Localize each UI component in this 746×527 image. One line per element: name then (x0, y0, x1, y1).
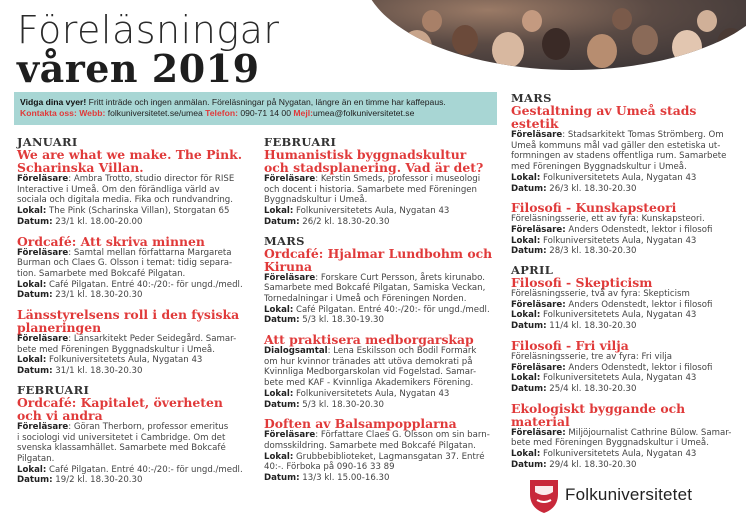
detail-value: 19/2 kl. 18.30-20.30 (52, 475, 143, 486)
detail-value: The Pink (Scharinska Villan), Storgatan 65 (46, 206, 230, 217)
event-item (264, 333, 494, 410)
detail-value: : Författare Claes G. Olsson om sin barn- (315, 430, 490, 441)
detail-value: : Göran Therborn, professor emeritus (68, 421, 229, 432)
banner-headline: Vidga dina vyer! (20, 97, 87, 107)
detail-label: Datum: (264, 399, 300, 410)
event-details (17, 174, 247, 228)
event-detail-line (511, 184, 736, 195)
event-detail-line (17, 185, 247, 196)
event-detail-line (511, 438, 736, 449)
detail-value: Folkuniversitetets Aula, Nygatan 43 (540, 373, 697, 384)
event-detail-line (264, 206, 494, 217)
detail-value: tion. Samarbete med Bokcafé Pilgatan. (17, 268, 186, 279)
event-detail-line (264, 367, 494, 378)
month-heading: FEBRUARI (264, 135, 337, 149)
detail-label: Lokal: (264, 304, 294, 315)
event-detail-line (511, 151, 736, 162)
event-title: Ordcafé: Att skriva minnen (17, 233, 205, 249)
detail-value: bete med KAF - Kvinnliga Akademikers Förening. (264, 378, 474, 389)
event-detail-line (17, 355, 247, 366)
event-details (511, 214, 736, 257)
detail-label: Föreläsare (17, 247, 69, 258)
detail-value: 5/3 kl. 18.30-20.30 (299, 399, 384, 410)
event-detail-line (511, 173, 736, 184)
logo-name: Folkuniversitetet (565, 485, 693, 504)
email-link[interactable]: umea@folkuniversitetet.se (312, 108, 415, 118)
detail-label: Lokal: (511, 172, 541, 183)
detail-label: Datum: (17, 216, 53, 227)
event-detail-line (511, 428, 736, 439)
detail-value: : Kerstin Smeds, professor i museologi (315, 174, 481, 184)
detail-value: Grubbebiblioteket, Lagmansgatan 37. Entré (293, 451, 485, 462)
shield-logo-icon (527, 476, 561, 514)
event-detail-line (264, 378, 494, 389)
column-3 (511, 88, 736, 477)
detail-value: 23/1 kl. 18.30-20.30 (52, 290, 143, 301)
detail-value: Folkuniversitetets Aula, Nygatan 43 (46, 355, 203, 366)
event-title: Filosofi - Skepticism (511, 275, 653, 291)
event-detail-line (264, 273, 494, 284)
detail-label: Lokal: (264, 206, 294, 217)
detail-label: Föreläsare: (511, 224, 566, 235)
detail-label: Lokal: (511, 235, 541, 246)
event-detail-line (17, 366, 247, 377)
detail-label: Föreläsare (17, 334, 69, 345)
event-detail-line (511, 384, 736, 395)
event-detail-line (264, 283, 494, 294)
event-detail-line (17, 433, 247, 444)
event-detail-line (264, 294, 494, 305)
event-details (264, 174, 494, 228)
event-details (264, 346, 494, 410)
detail-label: Lokal: (264, 451, 294, 462)
event-title: We are what we make. The Pink. Scharinska Villan. (17, 147, 243, 175)
event-item (17, 308, 247, 377)
event-detail-line (264, 473, 494, 484)
event-detail-line (264, 185, 494, 196)
event-item (264, 148, 494, 228)
event-detail-line (511, 141, 736, 152)
detail-label: Lokal: (511, 373, 541, 384)
folkuniversitetet-logo (527, 476, 692, 514)
event-detail-line (511, 246, 736, 257)
event-detail-line (17, 475, 247, 486)
event-details (511, 130, 736, 194)
detail-value: om hur kvinnor tränades att utöva demokrati på (264, 356, 473, 367)
event-item (264, 417, 494, 484)
detail-value: Café Pilgatan. Entré 40:-/20:- för ungd./medl. (46, 279, 243, 290)
detail-label: Lokal: (264, 388, 294, 399)
detail-label: Datum: (511, 321, 547, 332)
detail-value: 11/4 kl. 18.30-20.30 (546, 321, 637, 332)
event-item (511, 201, 736, 257)
event-title: Gestaltning av Umeå stads estetik (511, 103, 697, 131)
detail-label: Föreläsare (264, 174, 316, 184)
detail-value: med Föreningen Byggnadskultur i Umeå. (511, 162, 687, 173)
detail-value: : Lena Eskilsson och Bodil Formark (327, 346, 477, 357)
event-detail-line (511, 321, 736, 332)
detail-value: Föreläsningsserie, tre av fyra: Fri vilja (511, 351, 672, 362)
detail-value: Anders Odenstedt, lektor i filosofi (565, 362, 713, 373)
detail-value: Samarbete med Bokcafé Pilgatan, Samiska Veckan, (264, 283, 486, 294)
event-detail-line (264, 357, 494, 368)
detail-value: 26/2 kl. 18.30-20.30 (299, 216, 390, 227)
detail-value: Föreläsningsserie, två av fyra: Skepticism (511, 289, 690, 300)
detail-label: Datum: (511, 459, 547, 470)
event-detail-line (511, 214, 736, 225)
event-detail-line (17, 422, 247, 433)
detail-label: Datum: (511, 183, 547, 194)
detail-label: Lokal: (17, 355, 47, 366)
event-detail-line (264, 217, 494, 228)
detail-value: Tornedalningar i Umeå och Föreningen Norden. (264, 293, 467, 304)
page-title-line2: våren 2019 (17, 46, 260, 91)
detail-label: Datum: (264, 216, 300, 227)
month-heading: JANUARI (17, 135, 78, 149)
event-item (511, 402, 736, 471)
event-detail-line (17, 465, 247, 476)
detail-value: Umeå kommuns mål vad gäller den estetiska ut- (511, 140, 721, 151)
detail-value: 31/1 kl. 18.30-20.30 (52, 366, 143, 377)
event-detail-line (511, 236, 736, 247)
event-details (264, 430, 494, 484)
event-detail-line (17, 280, 247, 291)
detail-value: 5/3 kl. 18.30-19.30 (299, 315, 384, 326)
event-detail-line (264, 315, 494, 326)
detail-value: Café Pilgatan. Entré 40:-/20:- för ungd./medl. (293, 304, 490, 315)
event-detail-line (511, 363, 736, 374)
detail-value: Anders Odenstedt, lektor i filosofi (565, 224, 713, 235)
detail-label: Föreläsare (17, 174, 69, 184)
detail-value: Café Pilgatan. Entré 40:-/20:- för ungd./medl. (46, 464, 243, 475)
event-detail-line (511, 373, 736, 384)
event-detail-line (511, 300, 736, 311)
event-detail-line (17, 206, 247, 217)
event-item (511, 276, 736, 332)
event-detail-line (511, 460, 736, 471)
column-2 (264, 132, 494, 491)
detail-value: 28/3 kl. 18.30-20.30 (546, 246, 637, 257)
event-detail-line (264, 400, 494, 411)
detail-label: Föreläsare (264, 272, 316, 283)
detail-label: Datum: (511, 383, 547, 394)
event-detail-line (511, 449, 736, 460)
event-title: Doften av Balsampopplarna (264, 416, 457, 432)
detail-label: Föreläsare: (511, 299, 566, 310)
detail-value: formningen av stadens offentliga rum. Samarbete (511, 151, 727, 162)
event-title: Att praktisera medborgarskap (264, 332, 474, 348)
event-title: Filosofi - Fri vilja (511, 337, 629, 353)
event-detail-line (264, 441, 494, 452)
event-details (511, 428, 736, 471)
event-detail-line (511, 225, 736, 236)
event-item (17, 148, 247, 228)
event-detail-line (17, 443, 247, 454)
event-details (17, 422, 247, 486)
event-detail-line (511, 310, 736, 321)
detail-value: : Länsarkitekt Peder Seidegård. Samar- (68, 334, 237, 345)
event-detail-line (511, 130, 736, 141)
month-heading: MARS (264, 233, 305, 248)
column-1 (17, 132, 247, 493)
event-detail-line (17, 345, 247, 356)
detail-value: sociala och digitala media. Fika och rundvandring. (17, 195, 233, 206)
detail-value: Föreläsningsserie, ett av fyra: Kunskapsteori. (511, 214, 705, 225)
event-detail-line (264, 389, 494, 400)
month-heading: MARS (511, 91, 552, 105)
detail-value: : Ambra Trotto, studio director för RISE (68, 174, 235, 184)
detail-value: 23/1 kl. 18.00-20.00 (52, 216, 143, 227)
event-item (17, 396, 247, 486)
detail-label: Lokal: (511, 310, 541, 321)
detail-label: Lokal: (17, 206, 47, 217)
detail-value: : Forskare Curt Persson, årets kirunabo. (315, 272, 485, 283)
event-detail-line (17, 195, 247, 206)
detail-value: Folkuniversitetets Aula, Nygatan 43 (540, 172, 697, 183)
detail-value: svenska klassamhället. Samarbete med Bokcafé (17, 443, 226, 454)
event-item (264, 247, 494, 327)
detail-value: bete med Föreningen Byggnadskultur i Umeå. (511, 438, 709, 449)
page-title-line1: Föreläsningar (17, 8, 280, 52)
event-title: Filosofi - Kunskapsteori (511, 200, 677, 216)
detail-label: Lokal: (17, 279, 47, 290)
detail-value: domsskildring. Samarbete med Bokcafé Pilgatan. (264, 440, 476, 451)
detail-label: Datum: (17, 366, 53, 377)
event-title: Länsstyrelsens roll i den fysiska planeringen (17, 307, 240, 336)
event-detail-line (511, 289, 736, 300)
web-link[interactable]: folkuniversitetet.se/umea (107, 108, 203, 118)
detail-value: Pilgatan. (17, 453, 55, 464)
event-item (511, 339, 736, 395)
detail-label: Föreläsare (264, 430, 316, 441)
month-heading: FEBRUARI (17, 382, 90, 397)
event-title: Ordcafé: Kapitalet, överheten och vi andra (17, 394, 223, 423)
event-detail-line (17, 174, 247, 185)
detail-value: Burman och Claes G. Olsson i temat: tidig separa- (17, 258, 233, 269)
event-detail-line (17, 334, 247, 345)
event-details (511, 352, 736, 395)
detail-value: Miljöjournalist Cathrine Bülow. Samar- (565, 427, 732, 438)
event-detail-line (511, 162, 736, 173)
event-title: Ordcafé: Hjalmar Lundbohm och Kiruna (264, 245, 493, 274)
detail-value: Folkuniversitetets Aula, Nygatan 43 (293, 388, 450, 399)
detail-label: Datum: (17, 475, 53, 486)
event-detail-line (264, 452, 494, 463)
event-details (17, 334, 247, 377)
detail-value: : Stadsarkitekt Tomas Strömberg. Om (562, 130, 724, 140)
event-title: Ekologiskt byggande och material (511, 400, 686, 429)
detail-value: Folkuniversitetets Aula, Nygatan 43 (540, 449, 697, 460)
month-heading: APRIL (511, 263, 554, 278)
detail-value: Folkuniversitetets Aula, Nygatan 43 (540, 235, 697, 246)
detail-value: Anders Odenstedt, lektor i filosofi (565, 299, 713, 310)
event-detail-line (17, 217, 247, 228)
event-details (511, 289, 736, 332)
event-detail-line (17, 269, 247, 280)
detail-label: Lokal: (17, 464, 47, 475)
info-banner (14, 92, 497, 125)
phone-number[interactable]: 090-71 14 00 (240, 108, 291, 118)
event-detail-line (264, 195, 494, 206)
detail-value: : Samtal mellan författarna Margareta (68, 247, 232, 258)
event-detail-line (264, 174, 494, 185)
detail-label: Föreläsare: (511, 427, 566, 438)
detail-value: Interactive i Umeå. Om den förändliga värld av (17, 184, 220, 195)
detail-value: Folkuniversitetets Aula, Nygatan 43 (293, 206, 450, 217)
detail-label: Dialogsamtal (264, 346, 328, 357)
detail-value: 25/4 kl. 18.30-20.30 (546, 383, 637, 394)
detail-label: Lokal: (511, 449, 541, 460)
audience-photo (362, 0, 746, 70)
event-detail-line (17, 248, 247, 259)
event-detail-line (264, 462, 494, 473)
event-detail-line (264, 305, 494, 316)
event-detail-line (17, 454, 247, 465)
event-detail-line (17, 290, 247, 301)
detail-value: Byggnadskultur i Umeå. (264, 195, 368, 206)
detail-label: Föreläsare: (511, 362, 566, 373)
detail-value: och docent i historia. Samarbete med Föreningen (264, 184, 478, 195)
contact-line: Kontakta oss: Webb: folkuniversitetet.se/umea Telefon: 090-71 14 00 Mejl:umea@folkuniversitetet.se (20, 108, 415, 118)
detail-value: 29/4 kl. 18.30-20.30 (546, 459, 637, 470)
event-detail-line (511, 352, 736, 363)
event-detail-line (264, 346, 494, 357)
detail-label: Datum: (264, 315, 300, 326)
event-detail-line (17, 258, 247, 269)
detail-value: bete med Föreningen Byggnadskultur i Umeå. (17, 344, 215, 355)
detail-value: 40:-. Förboka på 090-16 33 89 (264, 462, 395, 473)
event-item (511, 104, 736, 194)
detail-label: Datum: (17, 290, 53, 301)
detail-label: Datum: (264, 473, 300, 484)
banner-text: Fritt inträde och ingen anmälan. Föreläsningar på Nygatan, längre än en timme har kaffepaus. (86, 97, 446, 107)
detail-label: Datum: (511, 246, 547, 257)
event-details (17, 248, 247, 302)
detail-value: i sociologi vid universitetet i Cambridge. Om det (17, 432, 226, 443)
event-detail-line (264, 430, 494, 441)
detail-value: 13/3 kl. 15.00-16.30 (299, 473, 390, 484)
event-title: Humanistisk byggnadskultur och stadsplanering. Vad är det? (264, 147, 484, 175)
detail-value: Folkuniversitetets Aula, Nygatan 43 (540, 310, 697, 321)
detail-value: Kvinnliga Medborgarskolan vid Fogelstad. Samar- (264, 367, 477, 378)
detail-label: Föreläsare (17, 421, 69, 432)
event-details (264, 273, 494, 327)
event-item (17, 235, 247, 302)
detail-label: Föreläsare (511, 130, 563, 140)
detail-value: 26/3 kl. 18.30-20.30 (546, 183, 637, 194)
